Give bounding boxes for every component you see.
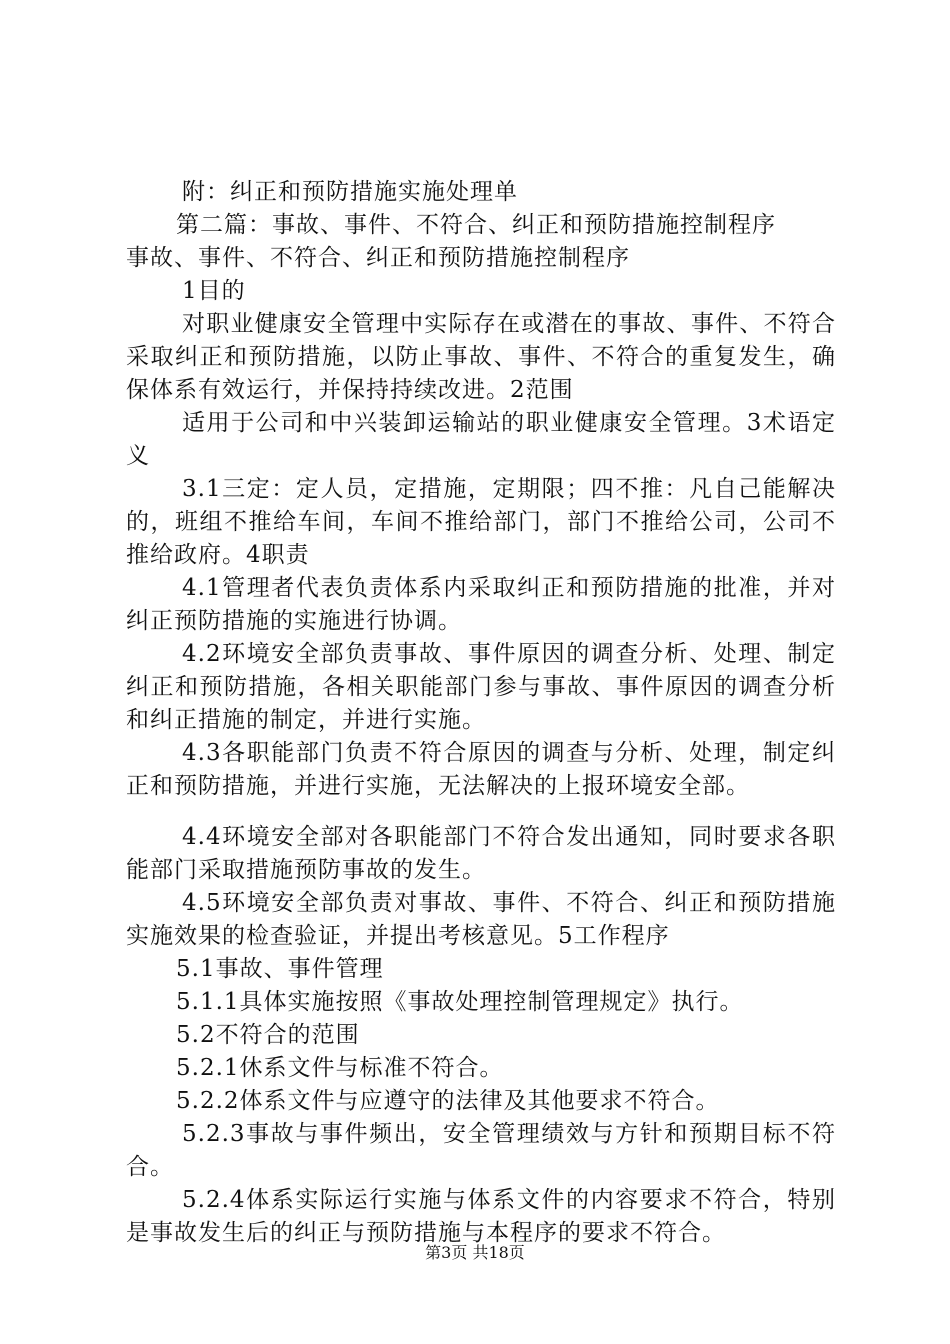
paragraph-5-2-1: 5.2.1休系文件与标准不符合。	[176, 1055, 504, 1081]
paragraph-5-2-3: 5.2.3事故与事件频出，安全管理绩效与方针和预期目标不符合。	[126, 1121, 836, 1180]
paragraph-duty-4-2: 4.2环境安全部负责事故、事件原因的调查分析、处理、制定纠正和预防措施，各相关职能部门参与事故、事件原因的调查分析和纠正措施的制定，并进行实施。	[126, 641, 836, 733]
paragraph-duty-4-1: 4.1管理者代表负责体系内采取纠正和预防措施的批准，并对纠正预防措施的实施进行协调。	[126, 575, 836, 634]
chapter-heading: 第二篇：事故、事件、不符合、纠正和预防措施控制程序	[176, 212, 776, 238]
paragraph-5-2: 5.2不符合的范围	[176, 1022, 360, 1048]
paragraph-5-2-2: 5.2.2体系文件与应遵守的法律及其他要求不符合。	[176, 1088, 720, 1114]
paragraph-duty-4-4: 4.4环境安全部对各职能部门不符合发出通知，同时要求各职能部门采取措施预防事故的发生。	[126, 824, 836, 883]
paragraph-gap	[126, 803, 836, 821]
paragraph-duty-4-3: 4.3各职能部门负责不符合原因的调查与分析、处理，制定纠正和预防措施，并进行实施，无法解决的上报环境安全部。	[126, 740, 836, 799]
appendix-line: 附：纠正和预防措施实施处理单	[182, 179, 518, 205]
paragraph-5-1-1: 5.1.1具体实施按照《事故处理控制管理规定》执行。	[176, 989, 744, 1015]
page-number-footer: 第3页 共18页	[425, 1243, 525, 1262]
paragraph-5-2-4: 5.2.4体系实际运行实施与体系文件的内容要求不符合，特别是事故发生后的纠正与预防措施与本程序的要求不符合。	[126, 1187, 836, 1246]
paragraph-purpose: 对职业健康安全管理中实际存在或潜在的事故、事件、不符合采取纠正和预防措施，以防止事故、事件、不符合的重复发生，确保体系有效运行，并保持持续改进。2范围	[126, 311, 836, 403]
paragraph-scope: 适用于公司和中兴装卸运输站的职业健康安全管理。3术语定义	[126, 410, 836, 469]
paragraph-5-1: 5.1事故、事件管理	[176, 956, 384, 982]
paragraph-definitions: 3.1三定：定人员，定措施，定期限；四不推：凡自己能解决的，班组不推给车间，车间不推给部门，部门不推给公司，公司不推给政府。4职责	[126, 476, 836, 568]
section-heading-purpose: 1目的	[182, 278, 246, 304]
paragraph-duty-4-5: 4.5环境安全部负责对事故、事件、不符合、纠正和预防措施实施效果的检查验证，并提出考核意见。5工作程序	[126, 890, 836, 949]
document-body	[126, 176, 836, 1250]
procedure-title: 事故、事件、不符合、纠正和预防措施控制程序	[126, 245, 630, 271]
